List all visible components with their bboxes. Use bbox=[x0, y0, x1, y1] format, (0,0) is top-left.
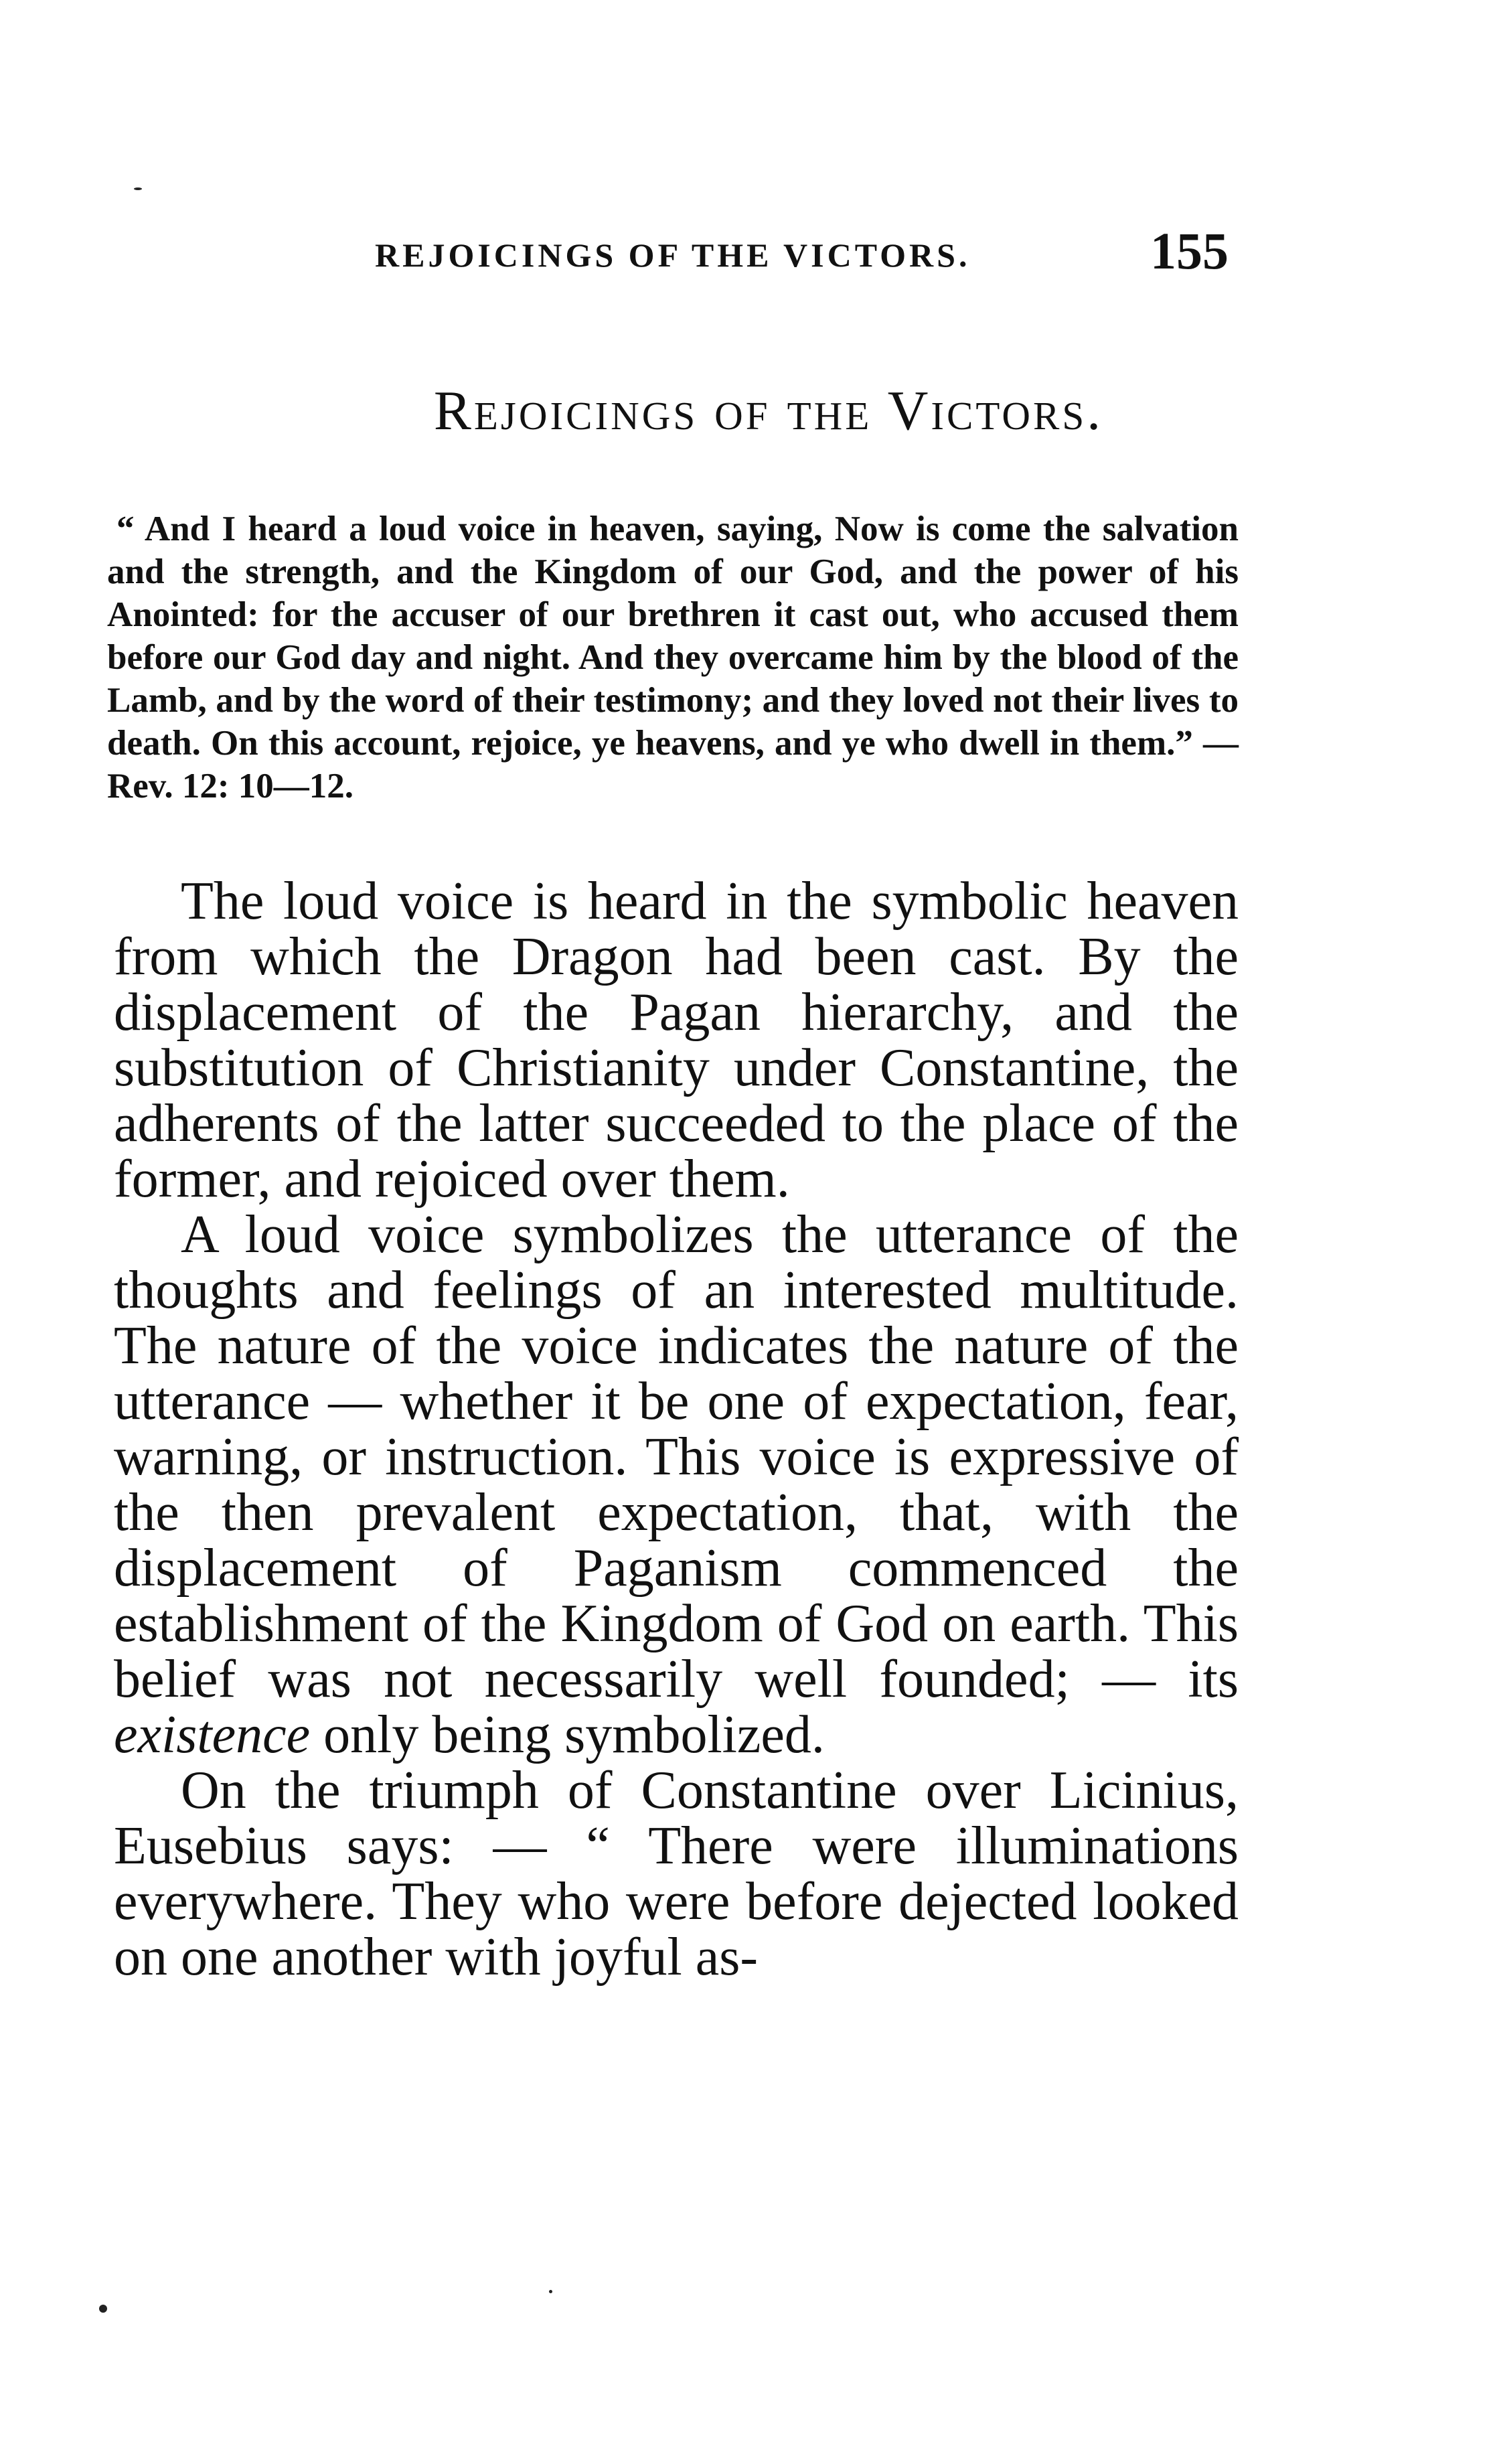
scan-speck bbox=[549, 2290, 552, 2293]
italic-word: existence bbox=[114, 1705, 311, 1764]
epigraph-quotation: “ And I heard a loud voice in heaven, saying, Now is come the salvation and the strength, and the Kingdom of our God, and the power of his Anointed: for the accuser of our brethren it cast out, who accused them before our God day and night. And they overcame him by the blood of the Lamb, and by the word of their testimony; and they loved not their lives to death. On this account, rejoice, ye heavens, and ye who dwell in them.” — Rev. 12: 10—12. bbox=[107, 510, 1239, 805]
body-text bbox=[114, 874, 1239, 1985]
paragraph-2-ending: only being symbolized. bbox=[310, 1705, 825, 1764]
section-title: Rejoicings of the Victors. bbox=[433, 380, 1104, 442]
paragraph-2 bbox=[114, 1207, 1239, 1763]
paragraph-2-text: A loud voice symbolizes the utterance of the thoughts and feelings of an interested multitude. The nature of the voice indicates the nature of the utterance — whether it be one of expectation, fear, warning, or instruction. This voice is expressive of the then prevalent expectation, that, with the displacement of Paganism commenced the establishment of the Kingdom of God on earth. This belief was not necessarily well founded; — its bbox=[114, 1205, 1239, 1709]
page-header bbox=[0, 221, 1497, 281]
page-number: 155 bbox=[1150, 222, 1229, 280]
scan-speck bbox=[99, 2305, 107, 2313]
scan-speck bbox=[134, 187, 142, 190]
paragraph-1: The loud voice is heard in the symbolic heaven from which the Dragon had been cast. By the displacement of the Pagan hierarchy, and the substitution of Christianity under Constantine, the adherents of the latter succeeded to the place of the former, and rejoiced over them. bbox=[114, 872, 1239, 1209]
paragraph-3: On the triumph of Constantine over Licinius, Eusebius says: — “ There were illuminations everywhere. They who were before dejected looked on one another with joyful as- bbox=[114, 1761, 1239, 1987]
running-head: REJOICINGS OF THE VICTORS. bbox=[375, 236, 971, 274]
